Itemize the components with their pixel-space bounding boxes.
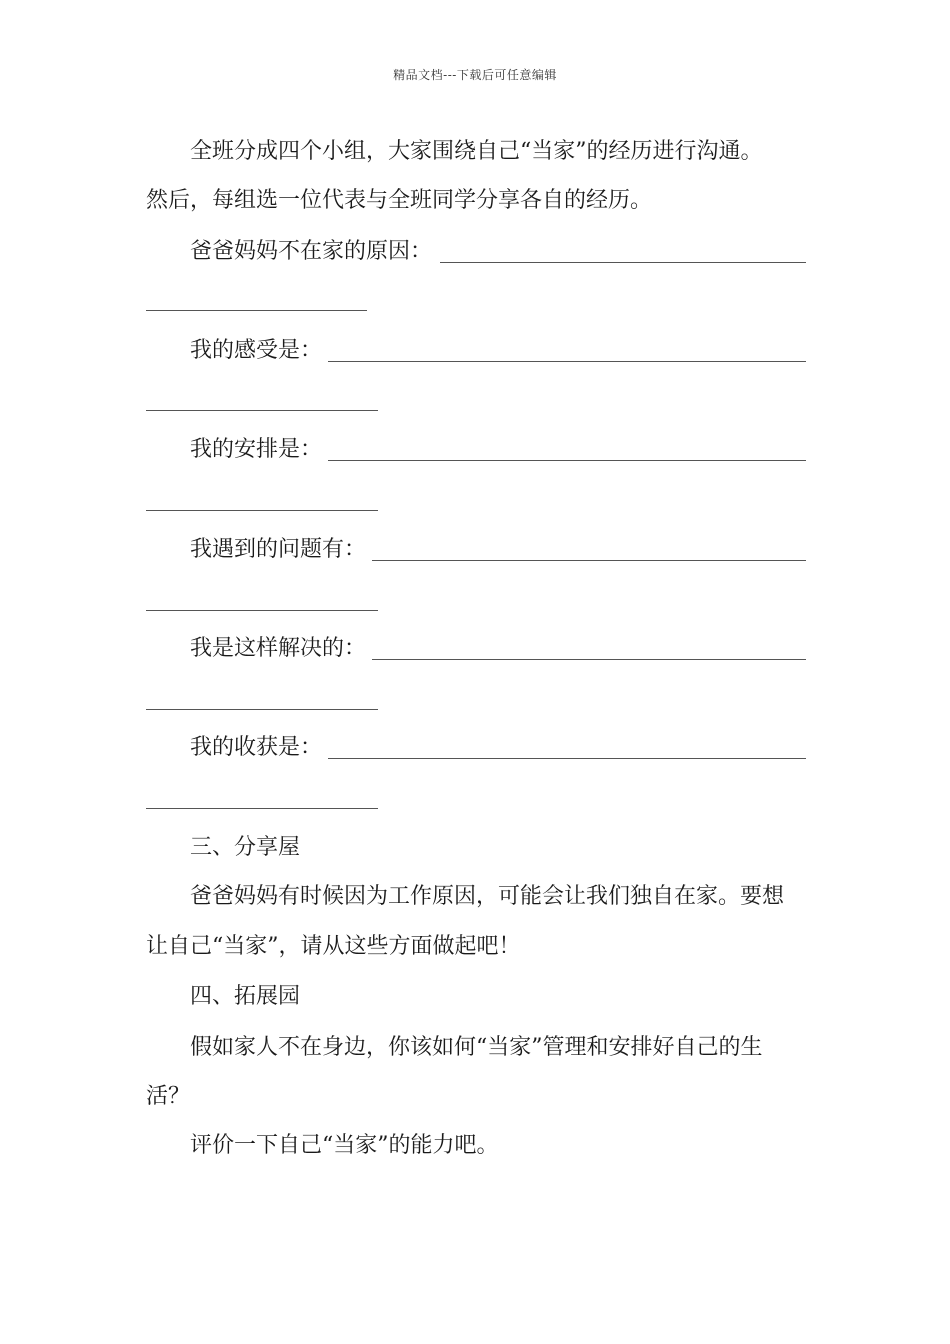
section-3-line-1: 爸爸妈妈有时候因为工作原因，可能会让我们独自在家。要想 xyxy=(190,884,785,909)
answer-line-arrangement-cont[interactable] xyxy=(146,510,378,511)
intro-line-1: 全班分成四个小组，大家围绕自己“当家”的经历进行沟通。 xyxy=(190,139,763,164)
section-3-title: 三、分享屋 xyxy=(190,835,301,860)
section-4-line-2: 活？ xyxy=(146,1084,191,1109)
section-4-line-1: 假如家人不在身边，你该如何“当家”管理和安排好自己的生 xyxy=(190,1035,763,1060)
answer-line-gain-cont[interactable] xyxy=(146,808,378,809)
answer-line-feeling[interactable] xyxy=(328,361,806,362)
intro-line-2: 然后，每组选一位代表与全班同学分享各自的经历。 xyxy=(146,188,653,213)
page-header: 精品文档---下载后可任意编辑 xyxy=(393,68,557,82)
answer-line-reason-cont[interactable] xyxy=(146,310,367,311)
prompt-feeling-label: 我的感受是： xyxy=(190,338,323,363)
answer-line-arrangement[interactable] xyxy=(328,460,806,461)
prompt-reason-label: 爸爸妈妈不在家的原因： xyxy=(190,239,433,264)
answer-line-gain[interactable] xyxy=(328,758,806,759)
section-4-title: 四、拓展园 xyxy=(190,984,301,1009)
answer-line-solution-cont[interactable] xyxy=(146,709,378,710)
prompt-arrangement-label: 我的安排是： xyxy=(190,437,323,462)
prompt-solution-label: 我是这样解决的： xyxy=(190,636,367,661)
answer-line-problems[interactable] xyxy=(372,560,806,561)
answer-line-solution[interactable] xyxy=(372,659,806,660)
prompt-problems-label: 我遇到的问题有： xyxy=(190,537,367,562)
prompt-gain-label: 我的收获是： xyxy=(190,735,323,760)
section-3-line-2: 让自己“当家”，请从这些方面做起吧！ xyxy=(146,934,521,959)
answer-line-feeling-cont[interactable] xyxy=(146,410,378,411)
answer-line-reason[interactable] xyxy=(440,262,806,263)
section-4-line-3: 评价一下自己“当家”的能力吧。 xyxy=(190,1133,499,1158)
answer-line-problems-cont[interactable] xyxy=(146,610,378,611)
